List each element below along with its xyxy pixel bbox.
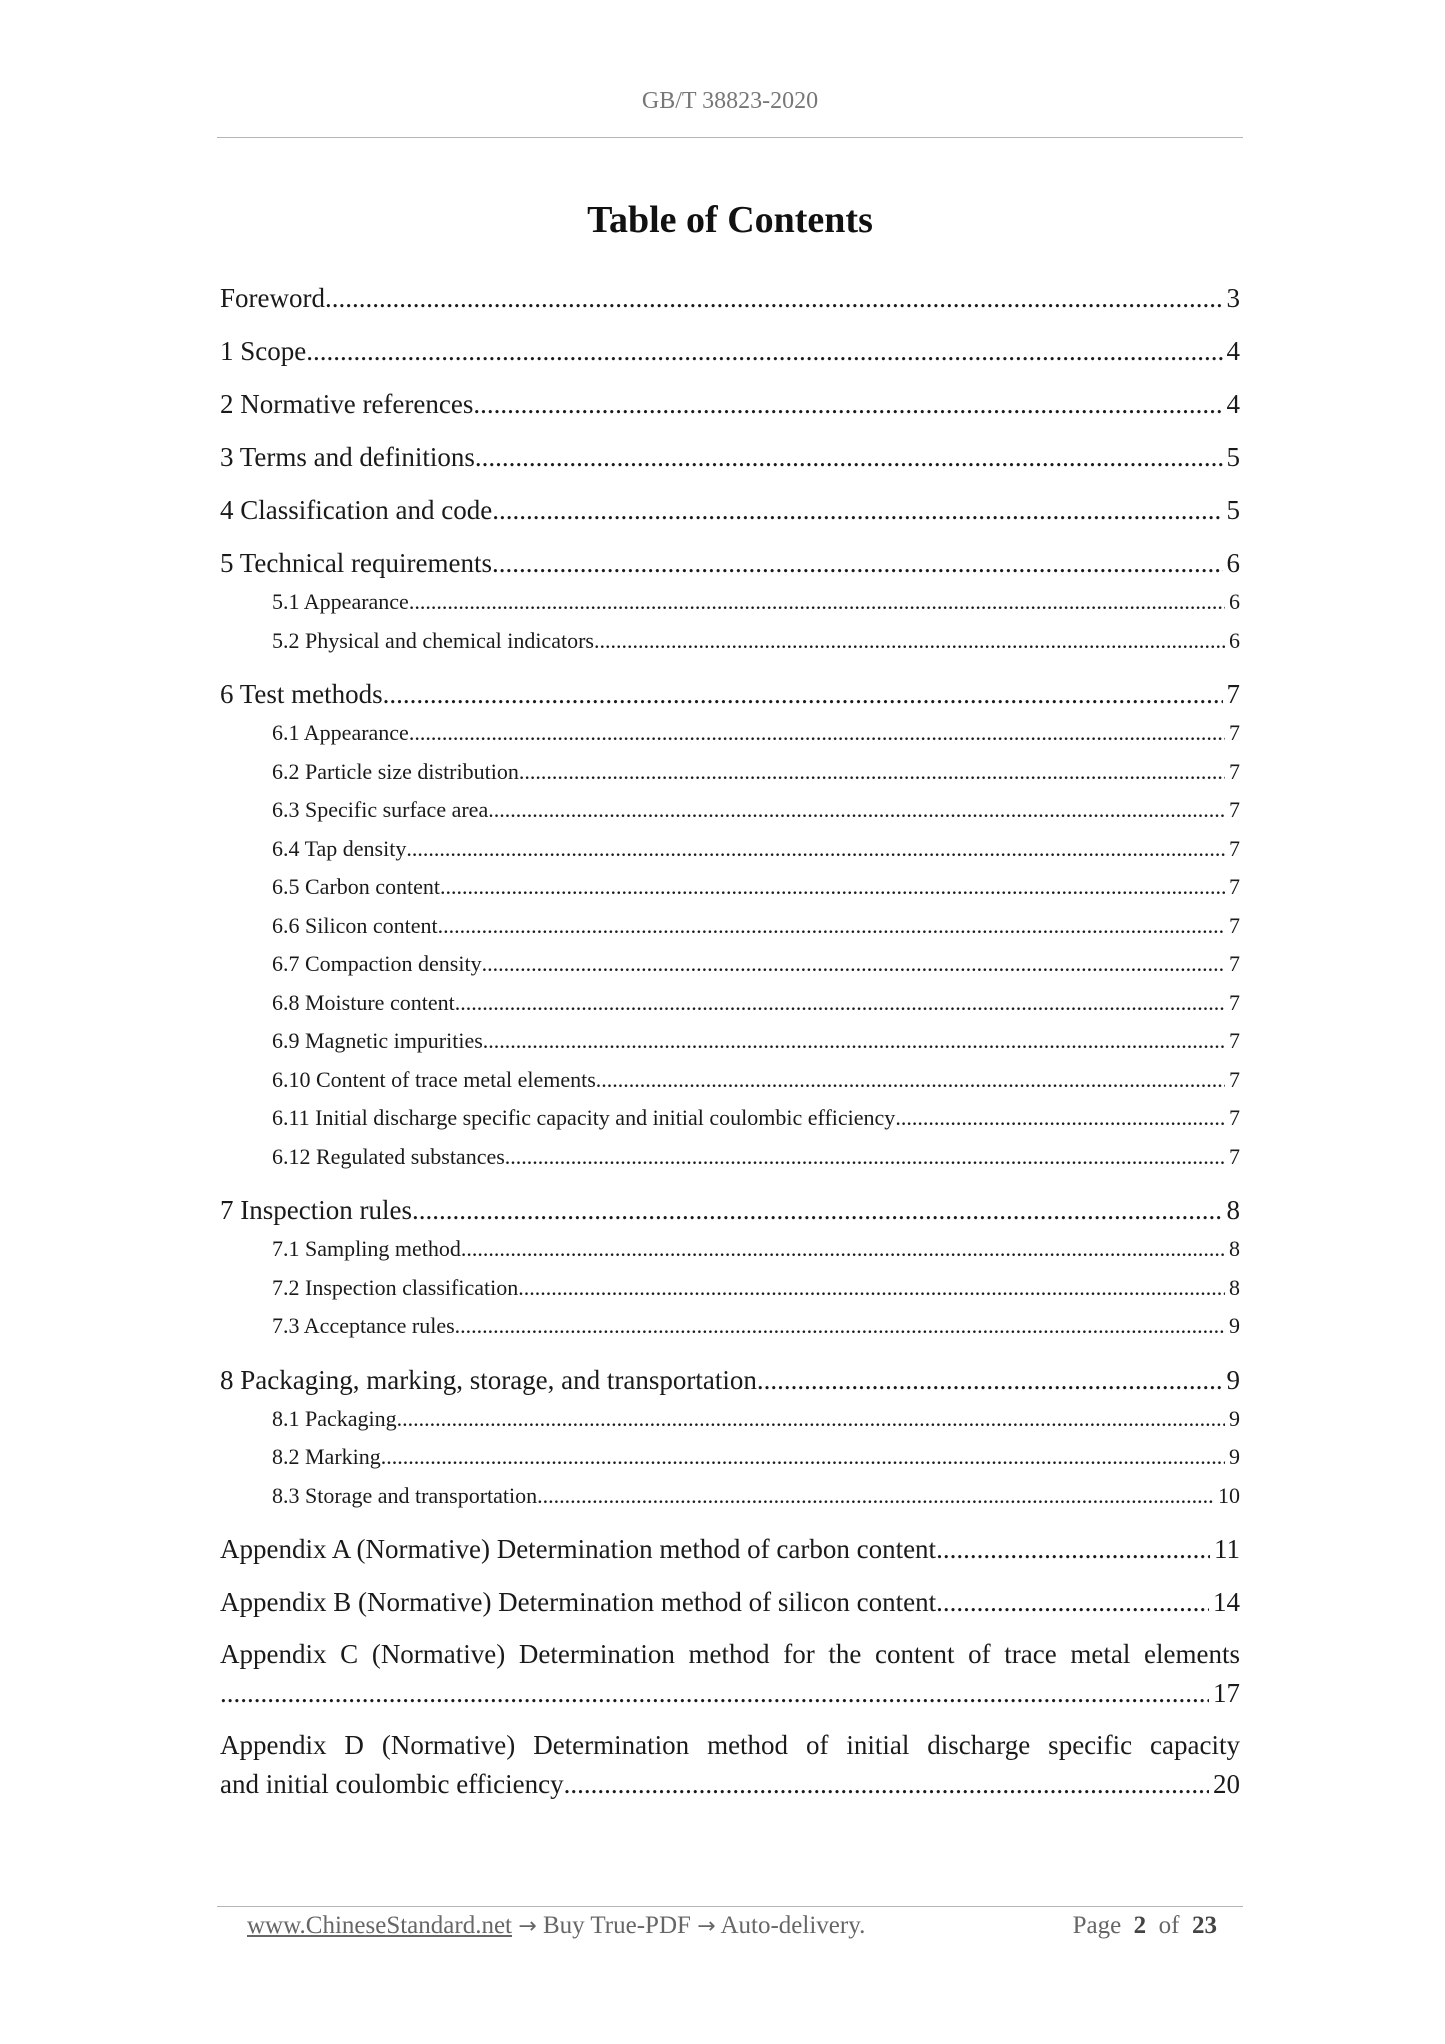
toc-entry-page: 9 [1229, 1444, 1240, 1469]
toc-leader-dots [594, 622, 1225, 661]
toc-subentry[interactable] [220, 1061, 1240, 1100]
site-link[interactable]: www.ChineseStandard.net [247, 1912, 512, 1939]
toc-entry-title: 1 Scope [220, 336, 307, 366]
page-counter [1073, 1912, 1217, 1940]
toc-entry-title: 2 Normative references [220, 389, 474, 419]
toc-subentry[interactable] [220, 868, 1240, 907]
delivery-text: Auto-delivery. [720, 1912, 866, 1939]
toc-leader-dots [455, 1307, 1225, 1346]
toc-leader-dots [461, 1230, 1225, 1269]
toc-entry[interactable] [220, 1529, 1240, 1569]
page-title: Table of Contents [587, 199, 873, 241]
toc-entry-page: 3 [1226, 283, 1240, 313]
toc-leader-dots [596, 1061, 1225, 1100]
page-footer [247, 1912, 1217, 1940]
right-arrow-icon: → [697, 1914, 716, 1939]
toc-entry-title: 5.1 Appearance [272, 589, 409, 614]
page-label: Page [1072, 1912, 1122, 1939]
toc-entry-title: 5 Technical requirements [220, 548, 493, 578]
toc-entry[interactable] [220, 1582, 1240, 1622]
toc-entry-title: 6.9 Magnetic impurities [272, 1028, 483, 1053]
toc-entry-page: 7 [1229, 1066, 1240, 1092]
toc-entry-page: 9 [1226, 1364, 1240, 1395]
toc-subentry[interactable] [220, 1477, 1240, 1516]
toc-entry-page: 11 [1214, 1534, 1240, 1564]
toc-entry-page: 7 [1229, 758, 1240, 784]
toc-entry-title: 6 Test methods [220, 679, 383, 709]
toc-subentry[interactable] [220, 791, 1240, 830]
toc-entry-title: 3 Terms and definitions [220, 442, 475, 472]
toc-entry-page: 7 [1229, 951, 1240, 976]
toc-entry-title: Appendix A (Normative) Determination method of carbon content [220, 1534, 937, 1564]
table-of-contents [220, 278, 1240, 1804]
toc-entry-page: 7 [1229, 835, 1240, 861]
toc-leader-dots [488, 791, 1225, 830]
toc-subentry[interactable] [220, 1099, 1240, 1138]
page-total: 23 [1192, 1912, 1217, 1939]
toc-entry-title: 5.2 Physical and chemical indicators [272, 627, 594, 653]
right-arrow-icon: → [518, 1914, 537, 1939]
toc-leader-dots [492, 490, 1222, 530]
toc-leader-dots [409, 583, 1225, 622]
toc-leader-dots [325, 278, 1223, 318]
toc-entry-title-continued: and initial coulombic efficiency [220, 1769, 564, 1799]
toc-subentry[interactable] [220, 714, 1240, 753]
toc-entry-title: 7.2 Inspection classification [272, 1274, 519, 1300]
toc-leader-dots [397, 1400, 1225, 1439]
toc-entry-title: 8.3 Storage and transportation [272, 1482, 538, 1508]
toc-entry-page: 5 [1226, 442, 1240, 472]
toc-leader-dots [482, 945, 1225, 984]
page-current: 2 [1133, 1912, 1147, 1939]
toc-entry-title: Foreword [220, 283, 325, 313]
buy-text: Buy True-PDF [542, 1912, 691, 1939]
toc-subentry[interactable] [220, 753, 1240, 792]
toc-entry[interactable] [220, 384, 1240, 424]
toc-subentry[interactable] [220, 583, 1240, 622]
toc-entry-title: 6.12 Regulated substances [272, 1143, 505, 1169]
toc-entry-title: 6.6 Silicon content [272, 912, 438, 938]
toc-entry-title: 8.2 Marking [272, 1444, 381, 1469]
toc-entry-page: 7 [1229, 720, 1240, 745]
toc-leader-dots [409, 714, 1225, 753]
toc-subentry[interactable] [220, 1022, 1240, 1061]
toc-leader-dots [383, 674, 1223, 714]
toc-entry-title: 6.7 Compaction density [272, 951, 482, 976]
toc-leader-dots [438, 907, 1225, 946]
toc-entry-page: 9 [1229, 1405, 1240, 1431]
toc-entry-title: 8 Packaging, marking, storage, and transportation [220, 1364, 757, 1395]
toc-leader-dots [564, 1765, 1209, 1804]
toc-subentry[interactable] [220, 1400, 1240, 1439]
toc-entry-title: 4 Classification and code [220, 495, 493, 525]
toc-entry-page: 7 [1226, 679, 1240, 709]
toc-entry-title: 6.11 Initial discharge specific capacity and initial coulombic efficiency [272, 1105, 896, 1130]
toc-entry-title: Appendix D (Normative) Determination method of initial discharge specific capacity [220, 1730, 1240, 1760]
toc-leader-dots [936, 1582, 1209, 1622]
toc-leader-dots [492, 543, 1222, 583]
toc-leader-dots [381, 1438, 1225, 1477]
toc-entry[interactable] [220, 1726, 1240, 1804]
toc-entry-title: 6.2 Particle size distribution [272, 758, 519, 784]
toc-entry-page: 8 [1226, 1195, 1240, 1225]
toc-leader-dots [306, 331, 1222, 371]
footer-divider [217, 1906, 1243, 1907]
toc-leader-dots [518, 1269, 1225, 1308]
document-code-header: GB/T 38823-2020 [641, 88, 819, 114]
toc-subentry[interactable] [220, 830, 1240, 869]
toc-entry[interactable] [220, 1190, 1240, 1230]
toc-subentry[interactable] [220, 907, 1240, 946]
toc-entry-title: 7 Inspection rules [220, 1195, 412, 1225]
toc-entry-page: 10 [1218, 1482, 1240, 1508]
toc-entry-title: 6.5 Carbon content [272, 874, 441, 899]
toc-leader-dots [440, 868, 1225, 907]
toc-entry-page: 7 [1229, 989, 1240, 1015]
toc-entry-page: 7 [1229, 1028, 1240, 1053]
toc-leader-dots [537, 1477, 1214, 1516]
toc-entry-page: 9 [1229, 1313, 1240, 1338]
toc-entry[interactable] [220, 278, 1240, 318]
toc-entry-title: 6.1 Appearance [272, 720, 409, 745]
toc-entry-page: 6 [1229, 627, 1240, 653]
toc-entry-title: 6.3 Specific surface area [272, 797, 489, 822]
toc-entry-title: 6.4 Tap density [272, 835, 407, 861]
toc-leader-dots [895, 1099, 1225, 1138]
footer-left [247, 1912, 865, 1940]
toc-leader-dots [936, 1529, 1210, 1569]
toc-subentry[interactable] [220, 1138, 1240, 1177]
toc-entry-page: 7 [1229, 912, 1240, 938]
toc-entry-page: 7 [1229, 874, 1240, 899]
toc-entry-title: 7.1 Sampling method [272, 1236, 461, 1261]
toc-entry[interactable] [220, 674, 1240, 714]
toc-entry-page: 8 [1229, 1236, 1240, 1261]
toc-leader-dots [475, 437, 1223, 477]
toc-subentry[interactable] [220, 622, 1240, 661]
toc-subentry[interactable] [220, 1438, 1240, 1477]
toc-entry[interactable] [220, 437, 1240, 477]
toc-entry-page: 8 [1229, 1274, 1240, 1300]
toc-subentry[interactable] [220, 984, 1240, 1023]
toc-subentry[interactable] [220, 1230, 1240, 1269]
toc-entry-page: 6 [1226, 548, 1240, 578]
toc-entry-page: 5 [1226, 495, 1240, 525]
toc-leader-dots [220, 1674, 1209, 1713]
toc-entry-title: 7.3 Acceptance rules [272, 1313, 455, 1338]
toc-entry-page: 20 [1213, 1769, 1240, 1799]
toc-entry-title: 6.10 Content of trace metal elements [272, 1066, 596, 1092]
toc-leader-dots [483, 1022, 1225, 1061]
toc-leader-dots [455, 984, 1225, 1023]
toc-entry[interactable] [220, 490, 1240, 530]
toc-subentry[interactable] [220, 1307, 1240, 1346]
toc-leader-dots [406, 830, 1225, 869]
toc-entry-title: 8.1 Packaging [272, 1405, 397, 1431]
toc-entry-page: 17 [1213, 1678, 1240, 1708]
toc-entry[interactable] [220, 331, 1240, 371]
toc-leader-dots [519, 753, 1225, 792]
of-label: of [1158, 1912, 1180, 1939]
toc-entry[interactable] [220, 1360, 1240, 1400]
toc-entry[interactable] [220, 1635, 1240, 1713]
toc-leader-dots [505, 1138, 1225, 1177]
toc-entry[interactable] [220, 543, 1240, 583]
toc-subentry[interactable] [220, 945, 1240, 984]
toc-entry-page: 7 [1229, 1105, 1240, 1130]
toc-entry-page: 7 [1229, 1143, 1240, 1169]
toc-entry-page: 6 [1229, 589, 1240, 614]
toc-leader-dots [757, 1360, 1223, 1400]
toc-entry-page: 4 [1226, 389, 1240, 419]
toc-leader-dots [473, 384, 1222, 424]
toc-entry-title: 6.8 Moisture content [272, 989, 455, 1015]
toc-entry-page: 4 [1226, 336, 1240, 366]
toc-leader-dots [412, 1190, 1223, 1230]
toc-entry-title: Appendix C (Normative) Determination method for the content of trace metal elements [220, 1639, 1240, 1669]
header-divider [217, 137, 1243, 138]
toc-subentry[interactable] [220, 1269, 1240, 1308]
toc-entry-page: 14 [1213, 1587, 1240, 1617]
toc-entry-title: Appendix B (Normative) Determination method of silicon content [220, 1587, 937, 1617]
toc-entry-page: 7 [1229, 797, 1240, 822]
